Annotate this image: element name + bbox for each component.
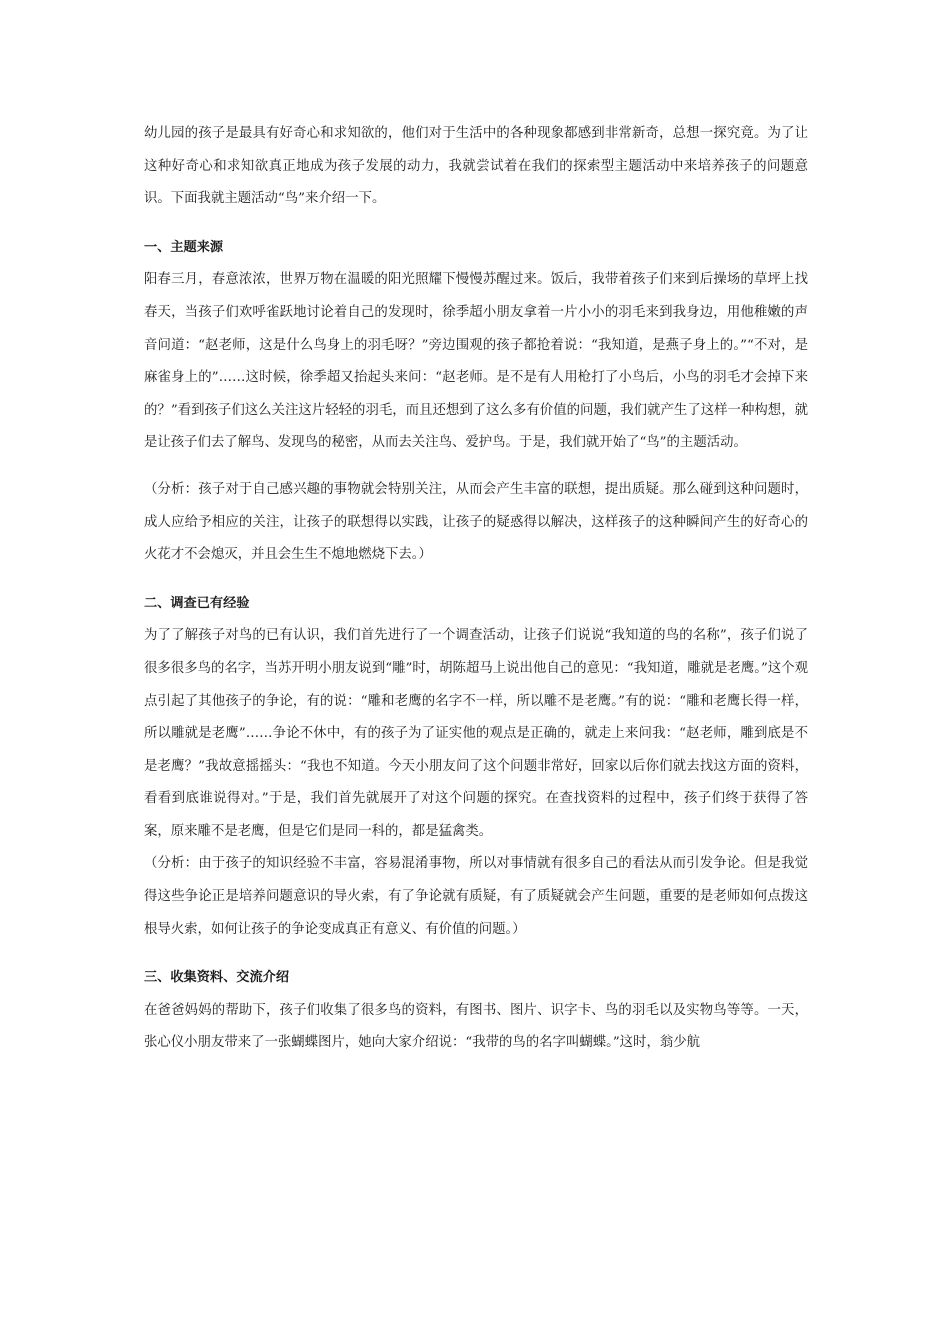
section-heading-2: 二、调查已有经验 <box>144 595 250 611</box>
spacer <box>144 946 808 962</box>
document-page <box>144 118 808 1060</box>
spacer <box>144 572 808 588</box>
intro-paragraph: 幼儿园的孩子是最具有好奇心和求知欲的，他们对于生活中的各种现象都感到非常新奇，总想一探究竟。为了让这种好奇心和求知欲真正地成为孩子发展的动力，我就尝试着在我们的探索型主题活动中来培养孩子的问题意识。下面我就主题活动“鸟”来介绍一下。 <box>144 126 808 207</box>
spacer <box>144 216 808 232</box>
section-body-3: 在爸爸妈妈的帮助下，孩子们收集了很多鸟的资料，有图书、图片、识字卡、鸟的羽毛以及实物鸟等等。一天，张心仪小朋友带来了一张蝴蝶图片，她向大家介绍说：“我带的鸟的名字叫蝴蝶。”这时，翁少航 <box>144 1002 808 1051</box>
spacer <box>144 460 808 474</box>
section-body-1: 阳春三月，春意浓浓，世界万物在温暖的阳光照耀下慢慢苏醒过来。饭后，我带着孩子们来到后操场的草坪上找春天，当孩子们欢呼雀跃地讨论着自己的发现时，徐季超小朋友拿着一片小小的羽毛来到我身边，用他稚嫩的声音问道：“赵老师，这是什么鸟身上的羽毛呀？”旁边围观的孩子都抢着说：“我知道，是燕子身上的。”“不对，是麻雀身上的”……这时候，徐季超又抬起头来问：“赵老师。是不是有人用枪打了小鸟后，小鸟的羽毛才会掉下来的？”看到孩子们这么关注这片轻轻的羽毛，而且还想到了这么多有价值的问题，我们就产生了这样一种构想，就是让孩子们去了解鸟、发现鸟的秘密，从而去关注鸟、爱护鸟。于是，我们就开始了“鸟”的主题活动。 <box>144 272 808 451</box>
section-body-2: 为了了解孩子对鸟的已有认识，我们首先进行了一个调查活动，让孩子们说说“我知道的鸟的名称”，孩子们说了很多很多鸟的名字，当苏开明小朋友说到“雕”时，胡陈超马上说出他自己的意见：“我知道，雕就是老鹰。”这个观点引起了其他孩子的争论，有的说：“雕和老鹰的名字不一样，所以雕不是老鹰。”有的说：“雕和老鹰长得一样，所以雕就是老鹰”……争论不休中，有的孩子为了证实他的观点是正确的，就走上来问我：“赵老师，雕到底是不是老鹰？”我故意摇摇头：“我也不知道。今天小朋友问了这个问题非常好，回家以后你们就去找这方面的资料，看看到底谁说得对。”于是，我们首先就展开了对这个问题的探究。在查找资料的过程中，孩子们终于获得了答案，原来雕不是老鹰，但是它们是同一科的，都是猛禽类。 <box>144 628 808 839</box>
section-heading-3: 三、收集资料、交流介绍 <box>144 970 290 986</box>
section-analysis-2: （分析：由于孩子的知识经验不丰富，容易混淆事物，所以对事情就有很多自己的看法从而引发争论。但是我觉得这些争论正是培养问题意识的导火索，有了争论就有质疑，有了质疑就会产生问题，重要的是老师如何点拨这根导火索，如何让孩子的争论变成真正有意义、有价值的问题。） <box>144 856 808 937</box>
section-analysis-1: （分析：孩子对于自己感兴趣的事物就会特别关注，从而会产生丰富的联想，提出质疑。那么碰到这种问题时，成人应给予相应的关注，让孩子的联想得以实践，让孩子的疑惑得以解决，这样孩子的这种瞬间产生的好奇心的火花才不会熄灭，并且会生生不熄地燃烧下去。） <box>144 481 808 563</box>
section-heading-1: 一、主题来源 <box>144 239 224 255</box>
